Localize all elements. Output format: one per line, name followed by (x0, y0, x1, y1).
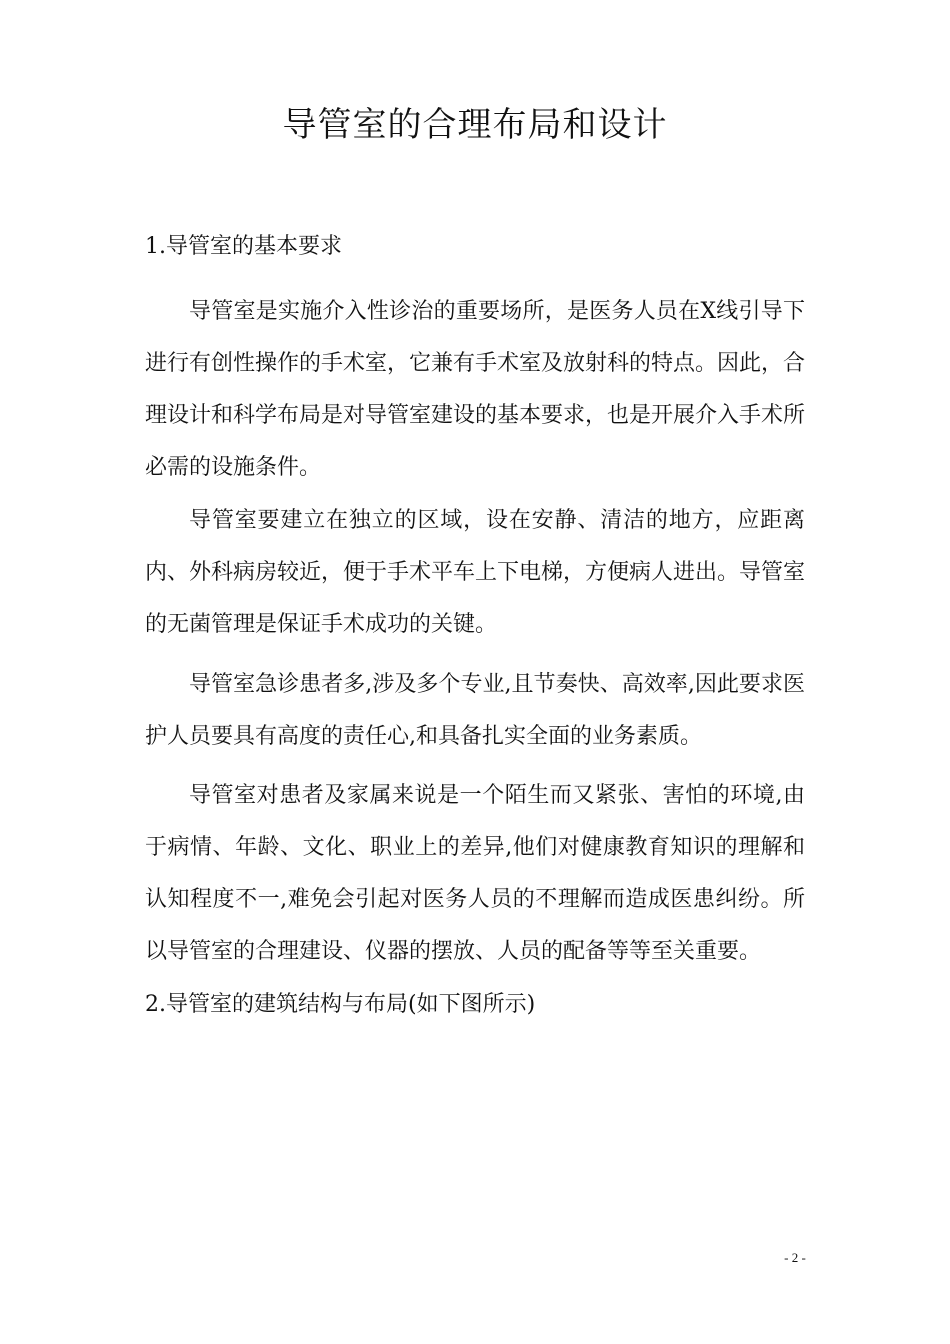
paragraph-2: 导管室要建立在独立的区域，设在安静、清洁的地方，应距离内、外科病房较近，便于手术平车上下电梯，方便病人进出。导管室的无菌管理是保证手术成功的关键。 (145, 508, 806, 637)
paragraph-1: 导管室是实施介入性诊治的重要场所，是医务人员在X线引导下进行有创性操作的手术室，它兼有手术室及放射科的特点。因此，合理设计和科学布局是对导管室建设的基本要求，也是开展介入手术所必需的设施条件。 (145, 299, 806, 480)
page-title: 导管室的合理布局和设计 (282, 105, 668, 145)
page-number: - 2 - (784, 1250, 806, 1265)
paragraph-4: 导管室对患者及家属来说是一个陌生而又紧张、害怕的环境,由于病情、年龄、文化、职业上的差异,他们对健康教育知识的理解和认知程度不一,难免会引起对医务人员的不理解而造成医患纠纷。所以导管室的合理建设、仪器的摆放、人员的配备等等至关重要。 (145, 783, 805, 964)
section-heading-basic-requirements: 1.导管室的基本要求 (145, 234, 342, 259)
section-heading-structure-layout: 2.导管室的建筑结构与布局(如下图所示) (145, 992, 536, 1017)
paragraph-3: 导管室急诊患者多,涉及多个专业,且节奏快、高效率,因此要求医护人员要具有高度的责任心,和具备扎实全面的业务素质。 (145, 672, 805, 749)
